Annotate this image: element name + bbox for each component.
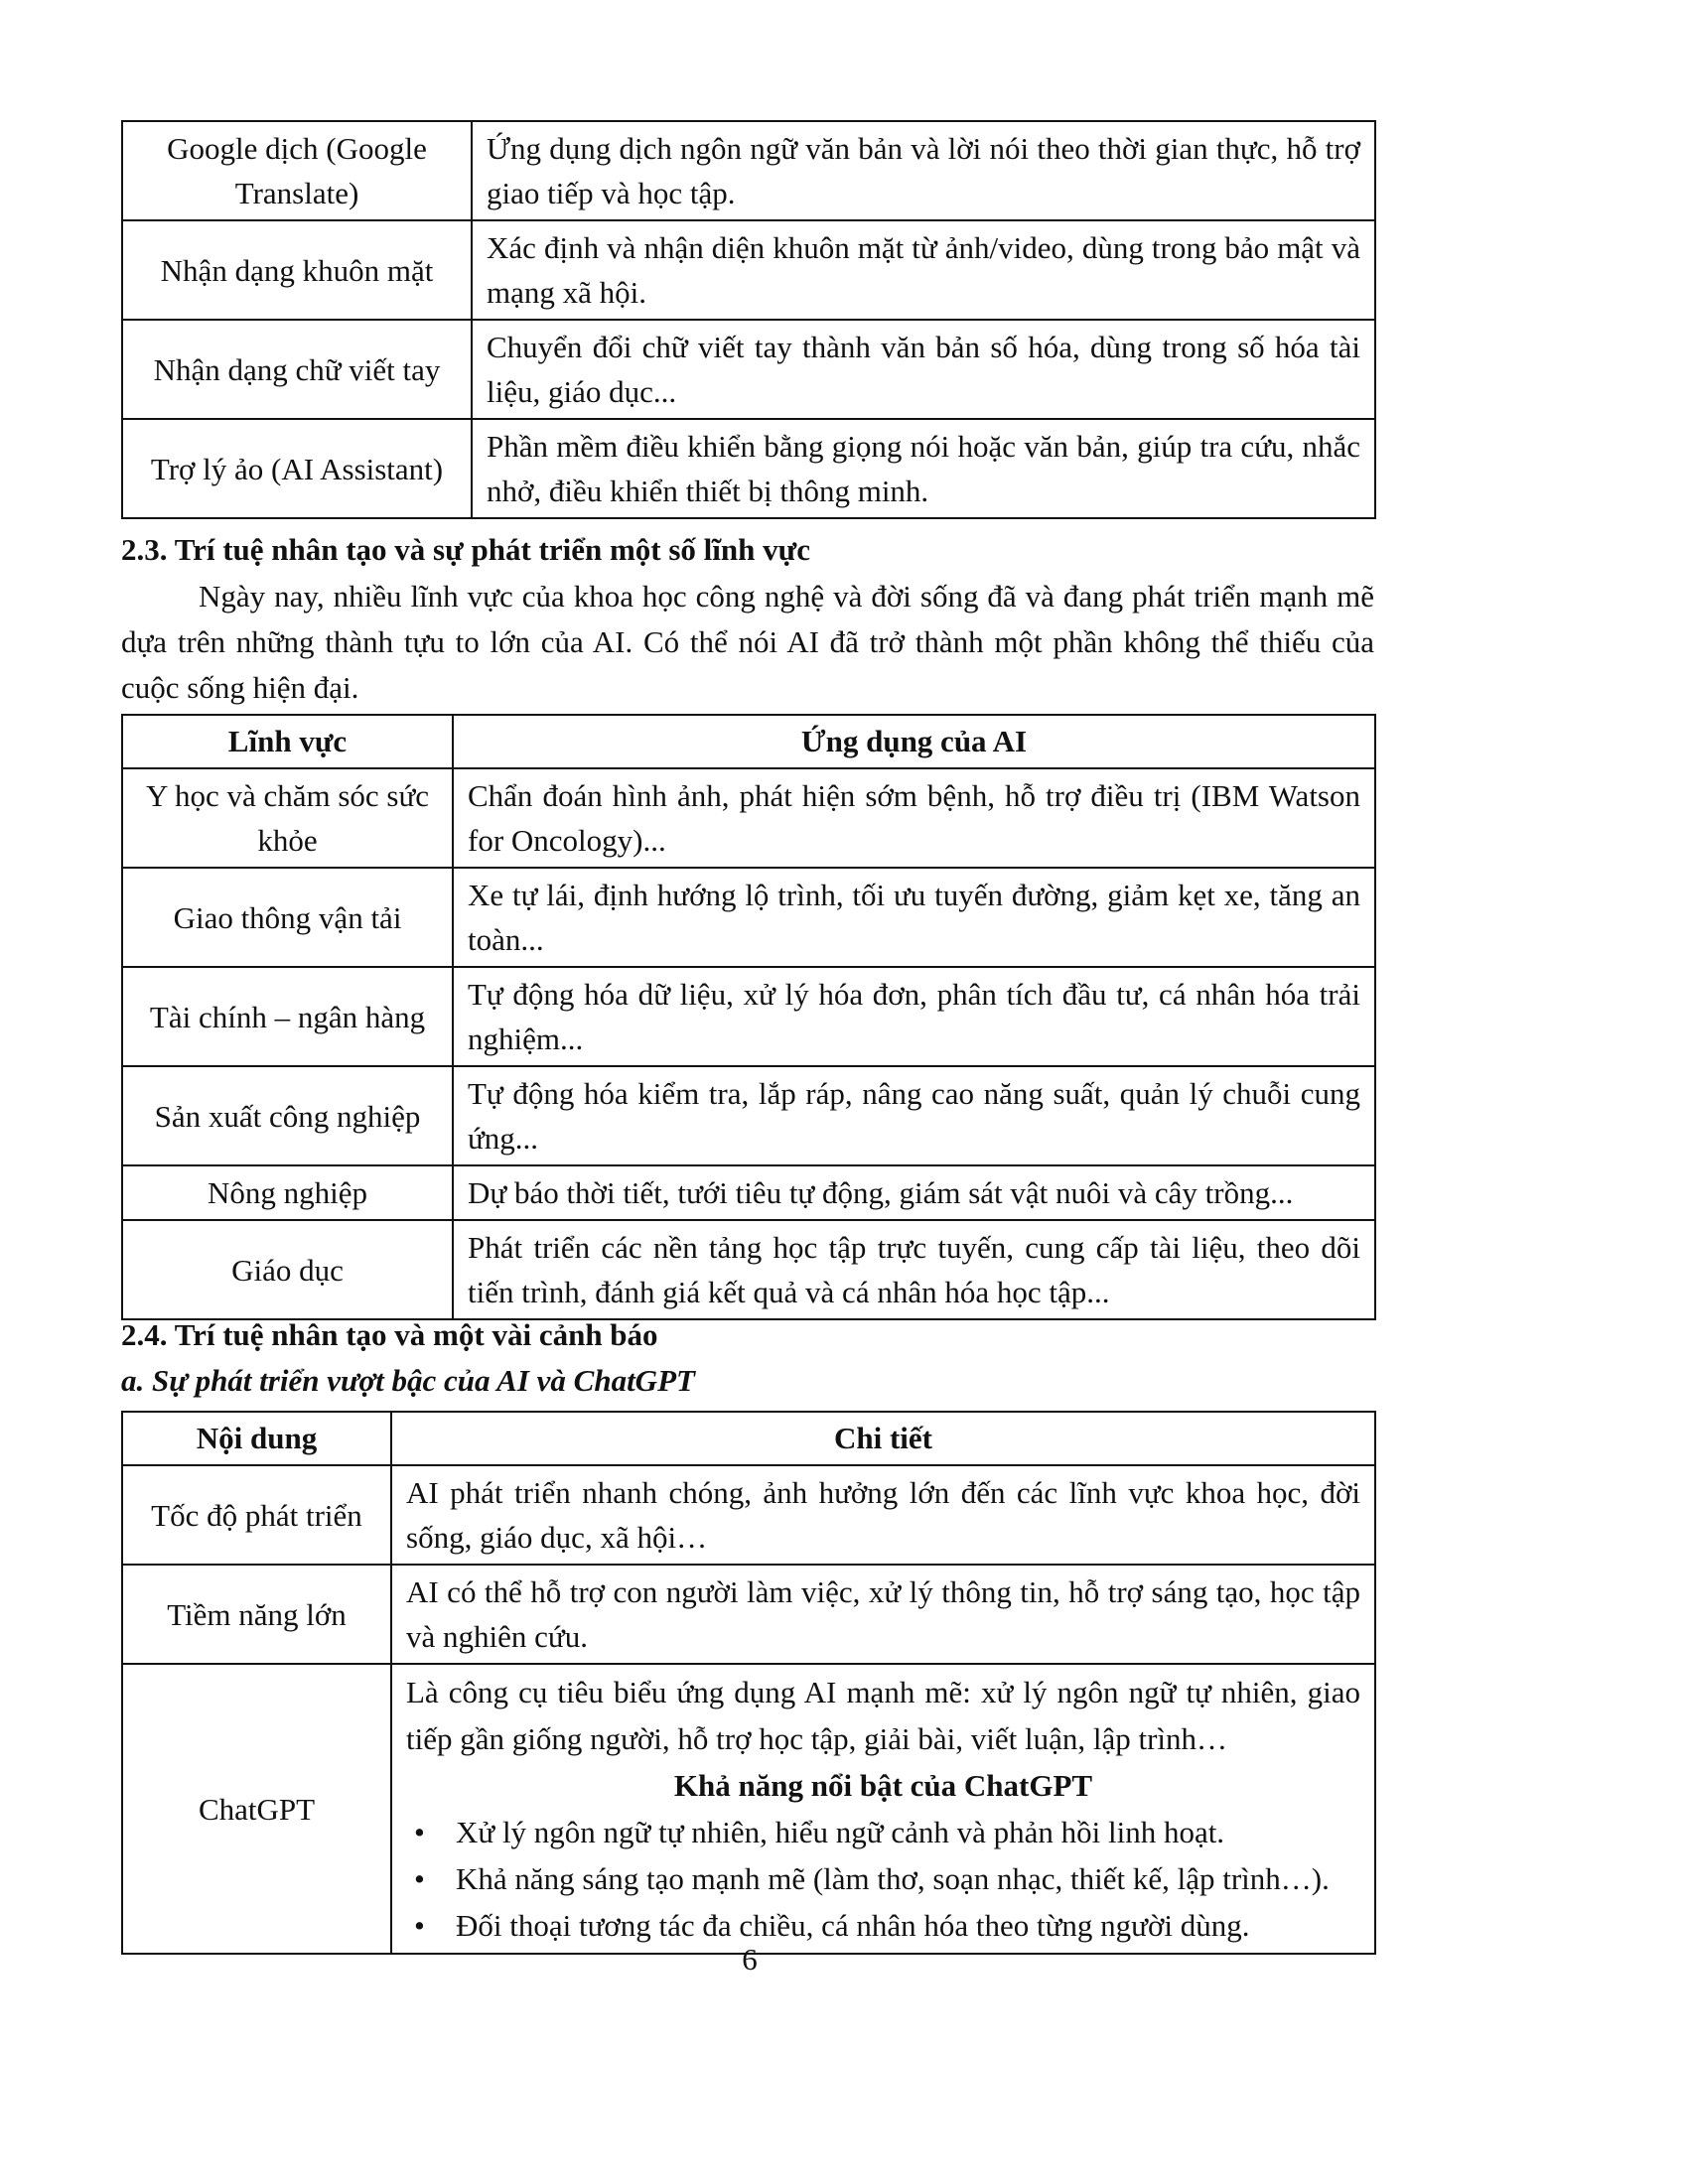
table-cell-value: AI phát triển nhanh chóng, ảnh hưởng lớn đến các lĩnh vực khoa học, đời sống, giáo dục, xã hội…: [391, 1465, 1375, 1565]
table-cell-value: Xác định và nhận diện khuôn mặt từ ảnh/video, dùng trong bảo mật và mạng xã hội.: [472, 220, 1375, 320]
table-cell-key: Sản xuất công nghiệp: [122, 1066, 453, 1165]
table-cell-value: Xe tự lái, định hướng lộ trình, tối ưu tuyến đường, giảm kẹt xe, tăng an toàn...: [453, 868, 1375, 967]
table-cell-key: Giao thông vận tải: [122, 868, 453, 967]
table-cell-key: Nhận dạng khuôn mặt: [122, 220, 472, 320]
header-detail: Chi tiết: [391, 1412, 1375, 1465]
table-cell-key: Nông nghiệp: [122, 1165, 453, 1220]
table-cell-key: Tài chính – ngân hàng: [122, 967, 453, 1066]
chatgpt-subtitle: Khả năng nổi bật của ChatGPT: [673, 1768, 1093, 1803]
section-paragraph: Ngày nay, nhiều lĩnh vực của khoa học công nghệ và đời sống đã và đang phát triển mạnh mẽ dựa trên những thành tựu to lớn của AI. Có thể nói AI đã trở thành một phần không thể thiếu của cuộc sống hiện đại.: [121, 579, 1374, 705]
header-content: Nội dung: [122, 1412, 391, 1465]
page-number: 6: [742, 1942, 758, 1977]
table-cell-key: Nhận dạng chữ viết tay: [122, 320, 472, 419]
table-cell-key: Tiềm năng lớn: [122, 1565, 391, 1664]
table-cell-value: Dự báo thời tiết, tưới tiêu tự động, giám sát vật nuôi và cây trồng...: [453, 1165, 1375, 1220]
table-row: [122, 1465, 1375, 1565]
table-cell-value: Phát triển các nền tảng học tập trực tuyến, cung cấp tài liệu, theo dõi tiến trình, đánh giá kết quả và cá nhân hóa học tập...: [453, 1220, 1375, 1319]
table-cell-value: Tự động hóa kiểm tra, lắp ráp, nâng cao năng suất, quản lý chuỗi cung ứng...: [453, 1066, 1375, 1165]
table-row: [122, 419, 1375, 518]
table-row: [122, 868, 1375, 967]
ai-fields-table: [121, 714, 1376, 1320]
section-heading-2-4: 2.4. Trí tuệ nhân tạo và một vài cảnh báo: [121, 1317, 658, 1352]
table-row: [122, 967, 1375, 1066]
table-row: [122, 1165, 1375, 1220]
table-row: [122, 1066, 1375, 1165]
table-cell-value: Ứng dụng dịch ngôn ngữ văn bản và lời nói theo thời gian thực, hỗ trợ giao tiếp và học tập.: [472, 121, 1375, 220]
ai-apps-table: [121, 120, 1376, 519]
list-item: • Đối thoại tương tác đa chiều, cá nhân hóa theo từng người dùng.: [456, 1902, 1360, 1949]
table-cell-key: Google dịch (Google Translate): [122, 121, 472, 220]
table-cell-key: Tốc độ phát triển: [122, 1465, 391, 1565]
table-row: [122, 320, 1375, 419]
chatgpt-detail-cell: [391, 1664, 1375, 1954]
chatgpt-table: [121, 1411, 1376, 1955]
chatgpt-capability-list: [406, 1809, 1360, 1949]
table-cell-key: ChatGPT: [122, 1664, 391, 1954]
table-row: [122, 1220, 1375, 1319]
table-row: [122, 1664, 1375, 1954]
list-item: • Xử lý ngôn ngữ tự nhiên, hiểu ngữ cảnh và phản hồi linh hoạt.: [456, 1809, 1360, 1855]
list-item: • Khả năng sáng tạo mạnh mẽ (làm thơ, soạn nhạc, thiết kế, lập trình…).: [456, 1855, 1360, 1902]
table-cell-value: AI có thể hỗ trợ con người làm việc, xử lý thông tin, hỗ trợ sáng tạo, học tập và nghiên cứu.: [391, 1565, 1375, 1664]
subsection-heading: a. Sự phát triển vượt bậc của AI và ChatGPT: [121, 1363, 695, 1398]
table-row: [122, 121, 1375, 220]
header-application: Ứng dụng của AI: [453, 715, 1375, 768]
table-header-row: [122, 715, 1375, 768]
table-cell-key: Y học và chăm sóc sức khỏe: [122, 768, 453, 868]
table-row: [122, 1565, 1375, 1664]
table-cell-key: Trợ lý ảo (AI Assistant): [122, 419, 472, 518]
table-cell-key: Giáo dục: [122, 1220, 453, 1319]
table-header-row: [122, 1412, 1375, 1465]
table-cell-value: Chẩn đoán hình ảnh, phát hiện sớm bệnh, hỗ trợ điều trị (IBM Watson for Oncology)...: [453, 768, 1375, 868]
table-cell-value: Tự động hóa dữ liệu, xử lý hóa đơn, phân tích đầu tư, cá nhân hóa trải nghiệm...: [453, 967, 1375, 1066]
section-heading-2-3: 2.3. Trí tuệ nhân tạo và sự phát triển một số lĩnh vực: [121, 532, 811, 567]
table-cell-value: Chuyển đổi chữ viết tay thành văn bản số hóa, dùng trong số hóa tài liệu, giáo dục...: [472, 320, 1375, 419]
header-field: Lĩnh vực: [122, 715, 453, 768]
chatgpt-intro: Là công cụ tiêu biểu ứng dụng AI mạnh mẽ: xử lý ngôn ngữ tự nhiên, giao tiếp gần giống người, hỗ trợ học tập, giải bài, viết luận, lập trình…: [406, 1675, 1360, 1756]
table-cell-value: Phần mềm điều khiển bằng giọng nói hoặc văn bản, giúp tra cứu, nhắc nhở, điều khiển thiết bị thông minh.: [472, 419, 1375, 518]
table-row: [122, 220, 1375, 320]
table-row: [122, 768, 1375, 868]
